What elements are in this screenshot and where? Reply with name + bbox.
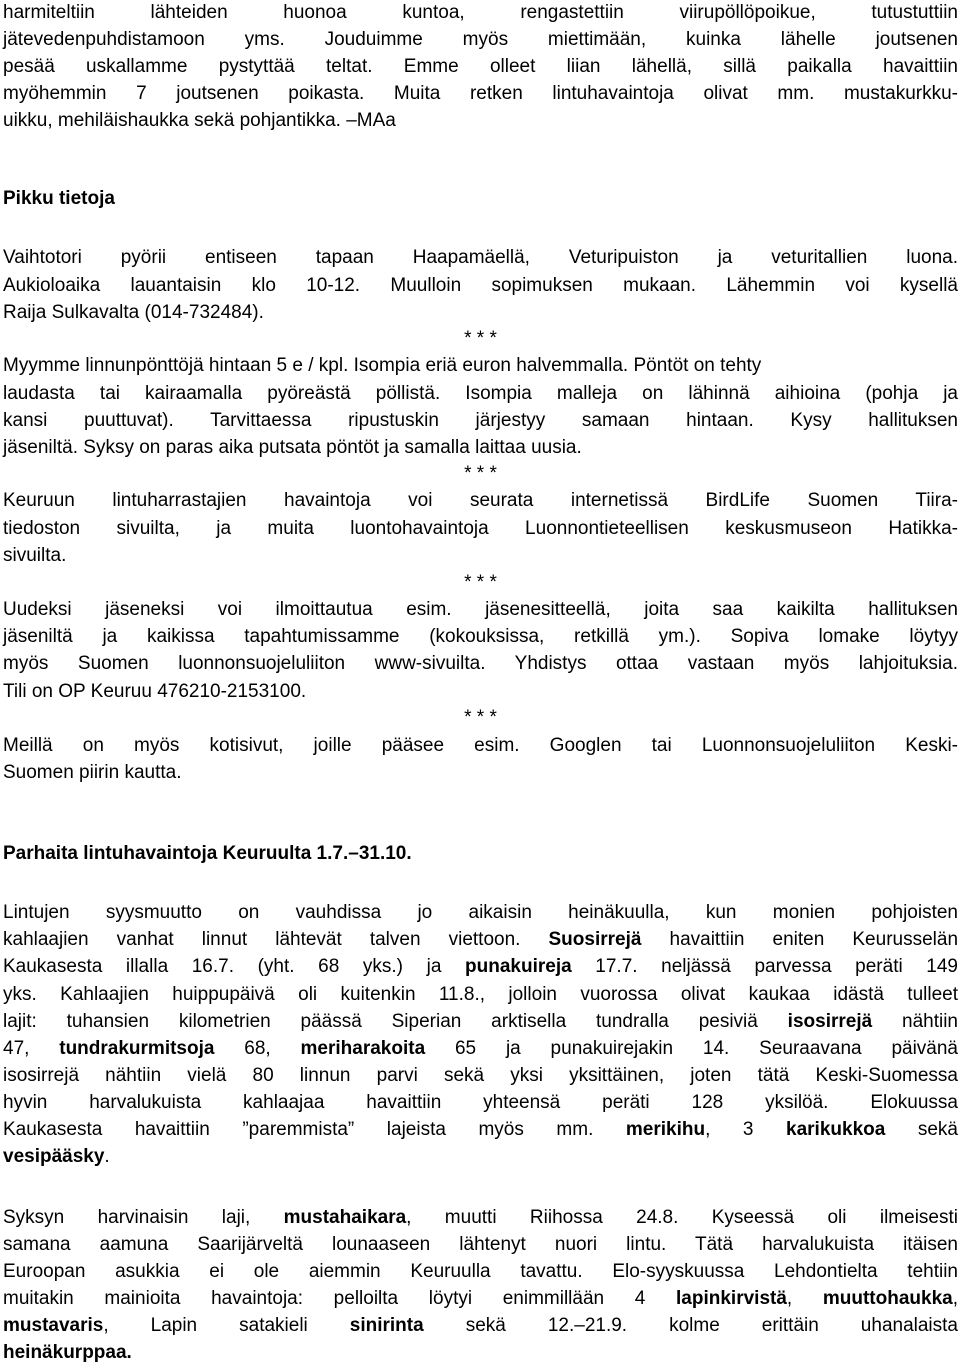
- text-run: pesää uskallamme pystyttää teltat. Emme olleet liian lähellä, sillä paikalla havaittiin: [3, 56, 958, 77]
- text-line: [3, 0, 958, 28]
- text-line: [3, 651, 958, 679]
- bold-text: meriharakoita: [300, 1038, 426, 1059]
- text-line: [3, 1205, 958, 1233]
- text-run: Lintujen syysmuutto on vauhdissa jo aikaisin heinäkuulla, kun monien pohjoisten: [3, 902, 958, 923]
- text-run: tiedoston sivuilta, ja muita luontohavaintoja Luonnontieteellisen keskusmuseon Hatikka-: [3, 518, 958, 539]
- text-line: [3, 597, 958, 625]
- bold-text: Suosirrejä: [548, 929, 642, 950]
- text-run: Uudeksi jäseneksi voi ilmoittautua esim. jäsenesitteellä, joita saa kaikilta hallituksen: [3, 599, 958, 620]
- text-run: * * *: [464, 463, 497, 484]
- bold-text: mustavaris: [3, 1315, 104, 1336]
- bold-text: mustahaikara: [283, 1207, 407, 1228]
- text-run: laudasta tai kairaamalla pyöreästä pöllistä. Isompia malleja on lähinnä aihioina (pohja ja: [3, 383, 958, 404]
- bold-text: Parhaita lintuhavaintoja Keuruulta 1.7.–31.10.: [3, 843, 412, 864]
- text-line: [3, 760, 958, 788]
- text-line: [3, 353, 958, 381]
- text-line: [3, 108, 958, 136]
- text-run: nähtiin: [872, 1011, 958, 1032]
- section-separator: [3, 326, 958, 354]
- text-run: Euroopan asukkia ei ole aiemmin Keuruulla tavattu. Elo-syyskuussa Lehdontielta tehtiin: [3, 1261, 958, 1282]
- text-line: [3, 927, 958, 955]
- text-run: uikku, mehiläishaukka sekä pohjantikka. –MAa: [3, 110, 396, 131]
- text-run: * * *: [464, 707, 497, 728]
- text-run: Myymme linnunpönttöjä hintaan 5 e / kpl. Isompia eriä euron halvemmalla. Pöntöt on tehty: [3, 355, 762, 376]
- text-run: kansi puuttuvat). Tarvittaessa ripustuskin järjestyy samaan hintaan. Kysy hallituksen: [3, 410, 958, 431]
- text-run: myöhemmin 7 joutsenen poikasta. Muita retken lintuhavaintoja olivat mm. mustakurkku-: [3, 83, 958, 104]
- text-run: 65 ja punakuirejakin 14. Seuraavana päivänä: [425, 1038, 958, 1059]
- text-line: [3, 1036, 958, 1064]
- text-run: .: [104, 1146, 110, 1167]
- bold-text: muuttohaukka: [822, 1288, 953, 1309]
- text-run: Syksyn harvinaisin laji,: [3, 1207, 284, 1228]
- bold-text: heinäkurppaa.: [3, 1342, 132, 1363]
- text-run: ,: [786, 1288, 823, 1309]
- text-line: [3, 381, 958, 409]
- text-line: [3, 1232, 958, 1260]
- text-run: * * *: [464, 328, 497, 349]
- bold-text: merikihu: [625, 1119, 706, 1140]
- text-run: havaittiin eniten Keurusselän: [641, 929, 959, 950]
- text-run: isosirrejä nähtiin vielä 80 linnun parvi sekä yksi yksittäinen, joten tätä Keski-Suomessa: [3, 1065, 958, 1086]
- text-run: 17.7. neljässä parvessa peräti 149: [571, 956, 958, 977]
- text-line: [3, 624, 958, 652]
- text-run: Vaihtotori pyörii entiseen tapaan Haapamäellä, Veturipuiston ja veturitallien luona.: [3, 247, 958, 268]
- text-line: [3, 1340, 958, 1368]
- bold-text: lapinkirvistä: [676, 1288, 787, 1309]
- text-run: Keuruun lintuharrastajien havaintoja voi seurata internetissä BirdLife Suomen Tiira-: [3, 490, 958, 511]
- text-run: hyvin harvalukuista kahlaajaa havaittiin yhteensä peräti 128 yksilöä. Elokuussa: [3, 1092, 958, 1113]
- bold-text: punakuireja: [465, 956, 572, 977]
- text-line: [3, 1259, 958, 1287]
- text-run: 68,: [214, 1038, 301, 1059]
- text-line: [3, 186, 958, 214]
- bold-text: sinirinta: [349, 1315, 424, 1336]
- text-run: muitakin mainioita havaintoja: pelloilta löytyi enimmillään 4: [3, 1288, 677, 1309]
- text-line: [3, 1009, 958, 1037]
- text-line: [3, 27, 958, 55]
- bold-text: Pikku tietoja: [3, 188, 115, 209]
- text-run: lajit: tuhansien kilometrien päässä Siperian arktisella tundralla pesiviä: [3, 1011, 788, 1032]
- bold-text: karikukkoa: [786, 1119, 886, 1140]
- text-line: [3, 488, 958, 516]
- text-line: [3, 1313, 958, 1341]
- section-separator: [3, 570, 958, 598]
- text-run: sekä 12.–21.9. kolme erittäin uhanalaista: [423, 1315, 958, 1336]
- text-run: myös Suomen luonnonsuojeluliiton www-sivuilta. Yhdistys ottaa vastaan myös lahjoituksia.: [3, 653, 958, 674]
- text-line: [3, 1090, 958, 1118]
- text-run: ,: [952, 1288, 958, 1309]
- text-run: sivuilta.: [3, 545, 67, 566]
- section-separator: [3, 705, 958, 733]
- text-line: [3, 300, 958, 328]
- text-run: Raija Sulkavalta (014-732484).: [3, 302, 264, 323]
- text-run: Kaukasesta illalla 16.7. (yht. 68 yks.) ja: [3, 956, 466, 977]
- text-line: [3, 1286, 958, 1314]
- text-line: [3, 408, 958, 436]
- text-line: [3, 81, 958, 109]
- text-line: [3, 954, 958, 982]
- text-run: Meillä on myös kotisivut, joille pääsee esim. Googlen tai Luonnonsuojeluliiton Keski-: [3, 735, 958, 756]
- text-line: [3, 54, 958, 82]
- text-line: [3, 543, 958, 571]
- text-line: [3, 1063, 958, 1091]
- text-run: , muutti Riihossa 24.8. Kyseessä oli ilmeisesti: [406, 1207, 958, 1228]
- text-run: Kaukasesta havaittiin ”paremmista” lajeista myös mm.: [3, 1119, 626, 1140]
- bold-text: vesipääsky: [3, 1146, 105, 1167]
- text-run: Aukioloaika lauantaisin klo 10-12. Muulloin sopimuksen mukaan. Lähemmin voi kysellä: [3, 275, 958, 296]
- text-line: [3, 245, 958, 273]
- text-line: [3, 1144, 958, 1172]
- text-line: [3, 1117, 958, 1145]
- text-line: [3, 273, 958, 301]
- text-line: [3, 841, 958, 869]
- bold-text: isosirrejä: [787, 1011, 873, 1032]
- text-line: [3, 733, 958, 761]
- text-line: [3, 900, 958, 928]
- text-line: [3, 982, 958, 1010]
- text-line: [3, 435, 958, 463]
- text-run: jätevedenpuhdistamoon yms. Jouduimme myös miettimään, kuinka lähelle joutsenen: [3, 29, 958, 50]
- text-run: 47,: [3, 1038, 60, 1059]
- text-run: jäseniltä ja kaikissa tapahtumissamme (kokouksissa, retkillä ym.). Sopiva lomake löytyy: [3, 626, 958, 647]
- text-run: , Lapin satakieli: [103, 1315, 350, 1336]
- text-line: [3, 516, 958, 544]
- text-run: yks. Kahlaajien huippupäivä oli kuitenkin 11.8., jolloin vuorossa olivat kaukaa idästä tulleet: [3, 984, 958, 1005]
- section-separator: [3, 461, 958, 489]
- text-run: kahlaajien vanhat linnut lähtevät talven viettoon.: [3, 929, 549, 950]
- text-run: * * *: [464, 572, 497, 593]
- text-run: Tili on OP Keuruu 476210-2153100.: [3, 681, 307, 702]
- text-run: sekä: [885, 1119, 959, 1140]
- text-run: , 3: [705, 1119, 787, 1140]
- text-run: Suomen piirin kautta.: [3, 762, 182, 783]
- text-run: harmiteltiin lähteiden huonoa kuntoa, rengastettiin viirupöllöpoikue, tutustuttiin: [3, 2, 958, 23]
- bold-text: tundrakurmitsoja: [59, 1038, 215, 1059]
- text-line: [3, 679, 958, 707]
- text-run: jäseniltä. Syksy on paras aika putsata pöntöt ja samalla laittaa uusia.: [3, 437, 582, 458]
- text-run: samana aamuna Saarijärveltä lounaaseen lähtenyt nuori lintu. Tätä harvalukuista itäisen: [3, 1234, 958, 1255]
